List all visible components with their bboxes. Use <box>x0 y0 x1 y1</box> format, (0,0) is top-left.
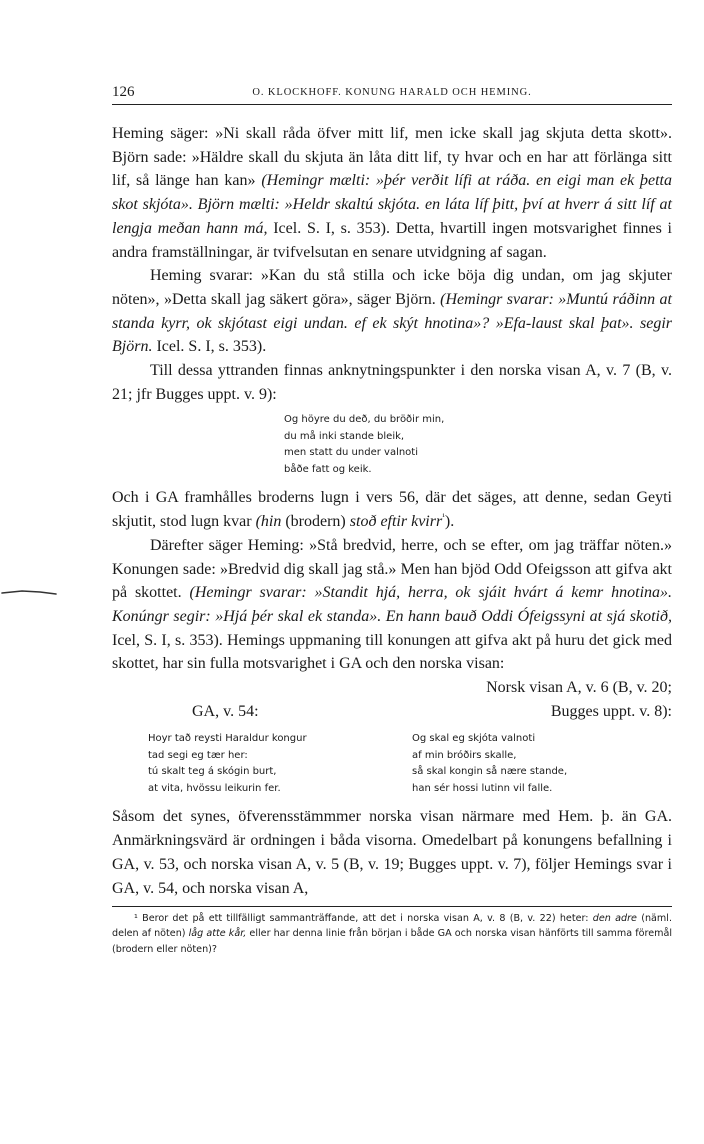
text-segment: Heming säger: »Ni skall råda öfver mitt lif, men icke skall jag skjuta detta skott». Björn sade: »Häldre skall du skjuta än låta ditt lif, ty hvar och en har att förlänga sitt lif, så länge han kan» <box>112 125 672 190</box>
left-column <box>112 676 392 805</box>
italic-segment: (Hemingr svarar: »Standit hjá, herra, ok sjáit hvárt á kemr hnotina». Konúngr segir: »Hjá þér skal ek standa». En hann bauð Oddi Ófeigssyni at sjá skotið, <box>112 584 673 625</box>
text-segment: eller har denna linie från början i både GA och norska visan hänförts till samma föremål (brodern eller nöten)? <box>112 928 673 955</box>
paragraph <box>112 122 672 264</box>
footnote <box>112 911 672 957</box>
right-column-heading-2: Bugges uppt. v. 8): <box>550 702 672 720</box>
running-title: O. KLOCKHOFF. KONUNG HARALD OCH HEMING. <box>252 87 532 98</box>
verse-norsk-a7 <box>284 412 672 478</box>
text-segment: ¹ <box>442 511 445 522</box>
verse-line: du må inki stande bleik, <box>284 430 405 442</box>
paragraph <box>112 359 672 406</box>
verse-line: han sér hossi lutinn vil falle. <box>412 782 553 794</box>
paragraph <box>112 486 672 533</box>
right-verse <box>392 731 672 797</box>
text-segment: Såsom det synes, öfverensstämmmer norska visan närmare med Hem. þ. än GA. Anmärkningsvärd är ordningen i båda visorna. Omedelbart på konungens befallning i GA, v. 53, och norska visan A, v. 5 (B, v. 19; Bugges uppt. v. 7), följer Hemings svar i GA, v. 54, och norska visan A, <box>112 808 672 897</box>
verse-line: men statt du under valnoti <box>284 447 418 459</box>
verse-line: af min bróðirs skalle, <box>412 749 517 761</box>
left-column-heading: GA, v. 54: <box>192 702 259 720</box>
page-body <box>112 122 672 957</box>
verse-columns <box>112 676 672 805</box>
text-segment: Icel, S. I, s. 353). Hemings uppmaning till konungen att gifva akt på huru det gick med skottet, har sin fulla motsvarighet i GA och den norska visan: <box>112 631 672 673</box>
verse-line: så skal kongin så nære stande, <box>412 766 568 778</box>
paragraph-group-3 <box>112 805 672 900</box>
paragraph-group-1 <box>112 122 672 406</box>
right-column-heading-1: Norsk visan A, v. 6 (B, v. 20; <box>486 679 672 697</box>
paragraph <box>112 805 672 900</box>
right-column <box>392 676 672 805</box>
paragraph-group-2 <box>112 486 672 676</box>
text-segment: ). <box>444 513 455 531</box>
italic-segment: (Hemingr svarar: »Muntú ráðinn at standa kyrr, ok skjótast eigi undan. ef ek skýt hnotina»? »Efa-laust skal þat». segir Björn. <box>112 290 672 356</box>
text-segment: ¹ Beror det på ett tillfälligt sammanträffande, att det i norska visan A, v. 8 (B, v. 22) heter: <box>134 913 593 925</box>
text-segment: Till dessa yttranden finnas anknytningspunkter i den norska visan A, v. 7 (B, v. 21; jfr Bugges uppt. v. 9): <box>112 362 672 403</box>
text-segment: Icel. S. I, s. 353). <box>152 338 267 356</box>
text-segment: Heming svarar: »Kan du stå stilla och icke böja dig undan, om jag skjuter nöten», »Detta skall jag säkert göra», säger Björn. <box>112 267 672 308</box>
verse-line: Hoyr tað reysti Haraldur kongur <box>148 733 307 745</box>
italic-segment: låg atte kår, <box>188 928 247 940</box>
verse-line: tad segi eg tær her: <box>148 749 248 761</box>
text-segment: Och i GA framhålles broderns lugn i vers 56, där det säges, att denne, sedan Geyti skjutit, stod lugn kvar <box>112 489 672 531</box>
verse-line: tú skalt teg á skógin burt, <box>148 766 277 778</box>
verse-line: at vita, hvössu leikurin fer. <box>148 782 281 794</box>
italic-segment: (hin <box>255 513 282 531</box>
paragraph <box>112 264 672 359</box>
italic-segment: stoð eftir kvirr <box>349 513 443 531</box>
italic-segment: (Hemingr mælti: »þér verðit lífi at ráða. en eigi man ek þetta skot skjóta». Björn mælti: »Heldr skaltú skjóta. en láta líf þitt, því at hverr á sitt líf at lengja meðan hann má, <box>112 172 673 237</box>
text-segment: Därefter säger Heming: »Stå bredvid, herre, och se efter, om jag träffar nöten.» Konungen sade: »Bredvid dig skall jag stå.» Men han bjöd Odd Ofeigsson att gifva akt på skottet. <box>112 536 672 602</box>
verse-line: Og skal eg skjóta valnoti <box>412 733 536 745</box>
footnote-rule <box>112 906 672 907</box>
text-segment: (näml. delen af nöten) <box>112 913 672 940</box>
verse-line: Og höyre du deð, du bröðir min, <box>284 414 445 426</box>
verse-line: båðe fatt og keik. <box>284 463 372 475</box>
paragraph <box>112 534 672 676</box>
margin-pencil-mark <box>0 588 58 596</box>
header-rule <box>112 104 672 105</box>
text-segment: (brodern) <box>281 513 350 531</box>
italic-segment: den adre <box>592 913 637 925</box>
page-number: 126 <box>112 84 135 100</box>
running-header <box>112 84 672 106</box>
left-verse <box>112 731 392 797</box>
text-segment: Icel. S. I, s. 353). Detta, hvartill ingen motsvarighet finnes i andra framställningar, är tvifvelsutan en senare utvidgning af sagan. <box>112 219 673 261</box>
